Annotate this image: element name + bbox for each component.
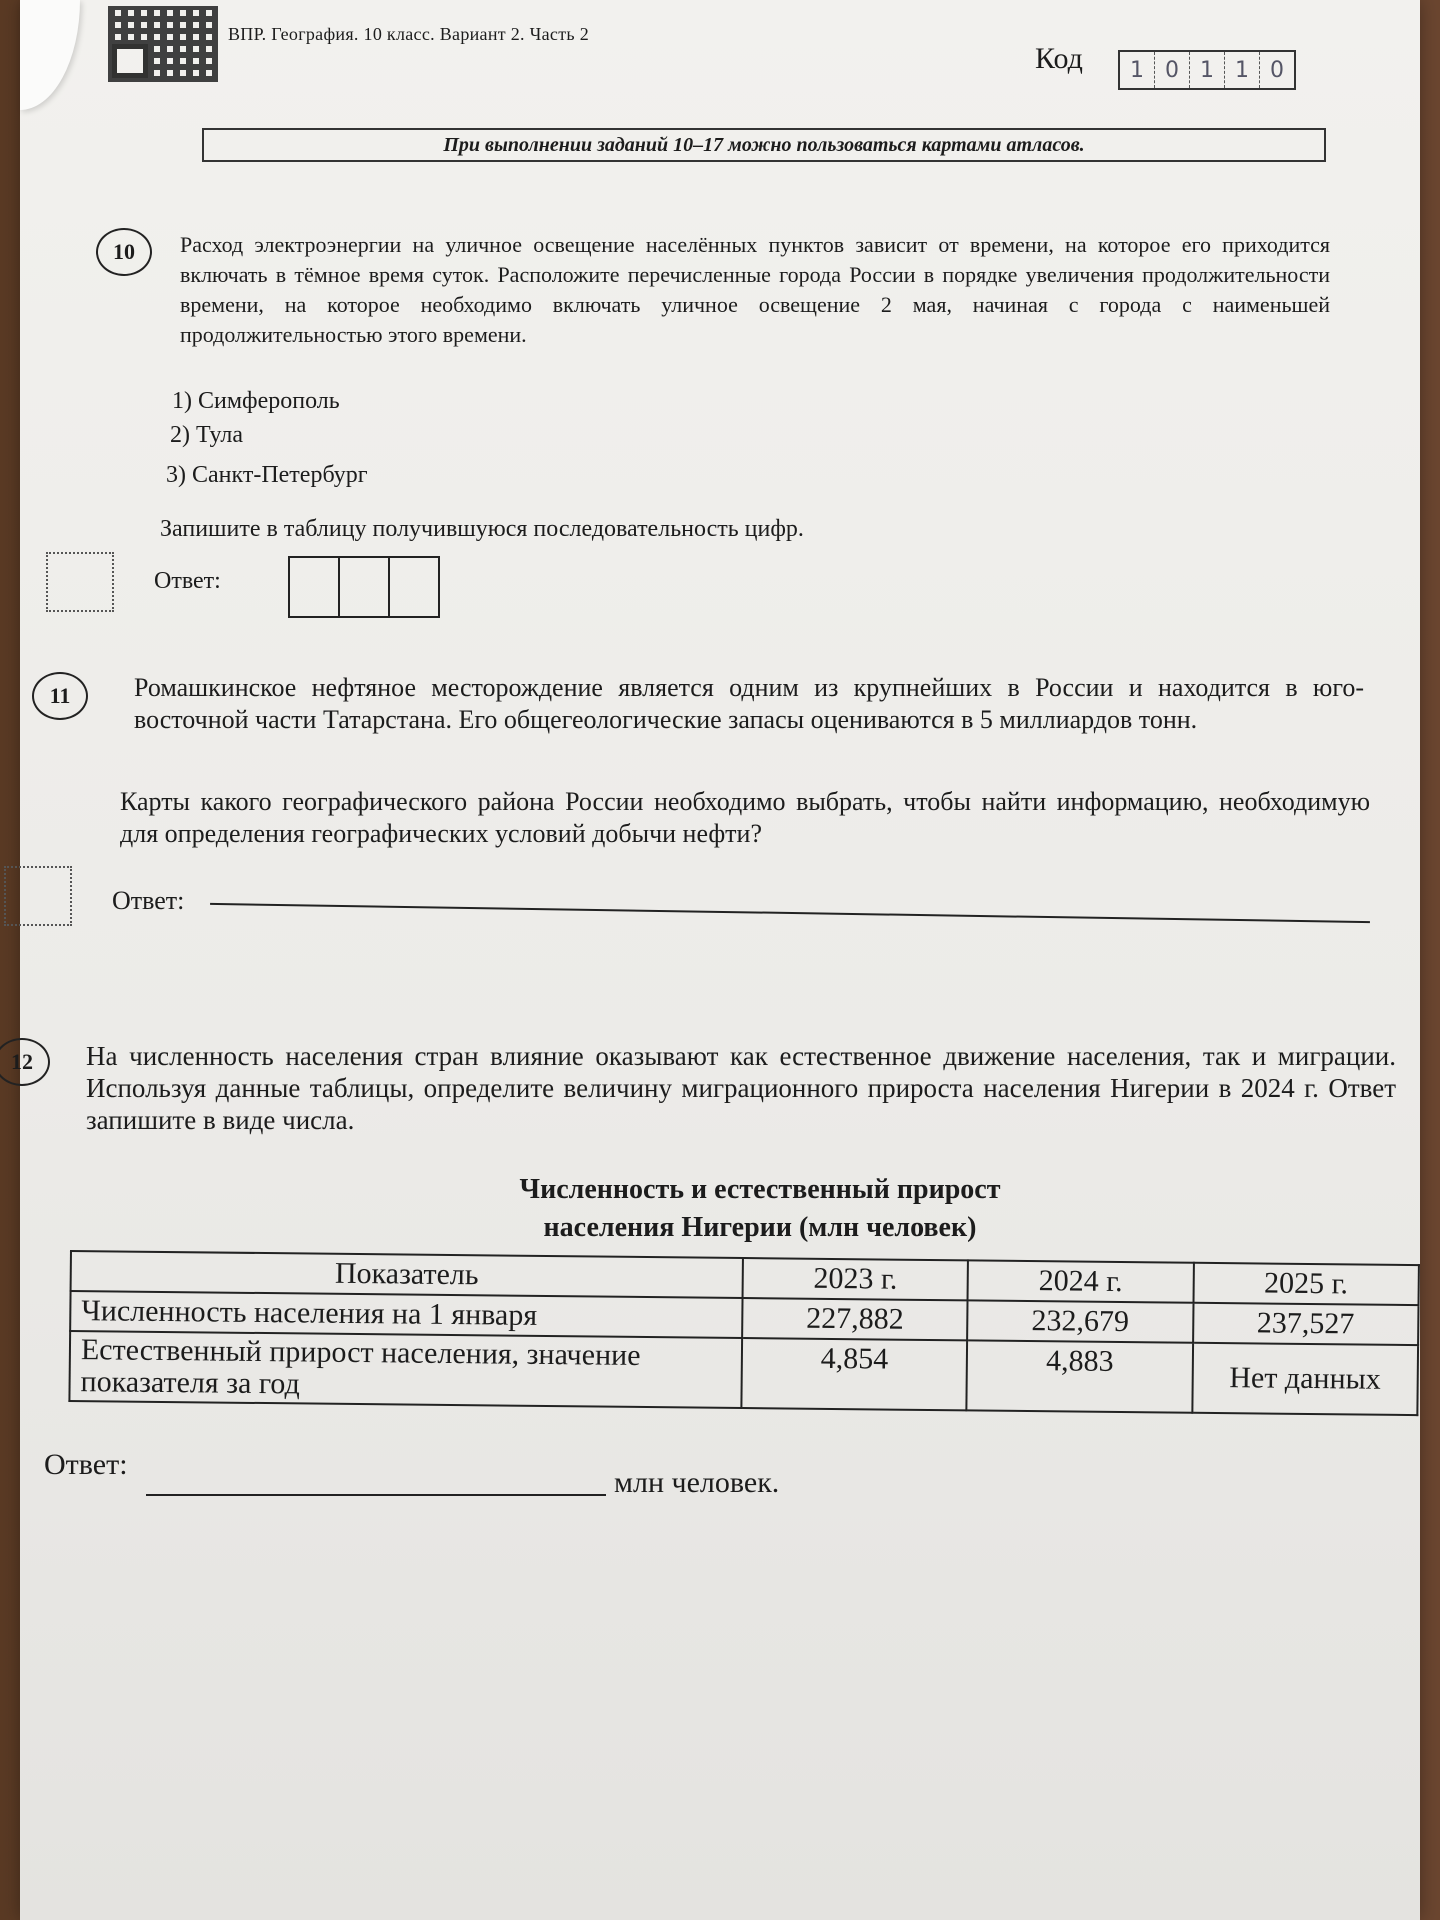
code-digit: 0 (1270, 57, 1284, 83)
table-cell: Численность населения на 1 января (70, 1291, 742, 1338)
code-digit: 1 (1190, 52, 1225, 88)
code-digit: 1 (1120, 52, 1155, 88)
qr-code-icon (108, 6, 218, 82)
exam-page (11, 0, 1420, 1920)
task-12-answer-label: Ответ: (44, 1448, 128, 1481)
task-11-question: Карты какого географического района России необходимо выбрать, чтобы найти информацию, необходимую для определения географических условий добычи нефти? (120, 787, 1370, 848)
task-10-option-1: 1) Симферополь (172, 388, 340, 414)
table-title-line-2: населения Нигерии (млн человек) (543, 1212, 977, 1243)
table-cell: Естественный прирост населения, значение показателя за год (69, 1331, 742, 1408)
answer-cell[interactable] (340, 558, 390, 616)
answer-cell[interactable] (290, 558, 340, 616)
task-12-number: 12 (0, 1038, 50, 1086)
task-11-answer-line[interactable] (210, 903, 1370, 923)
page-corner-curl (20, 0, 80, 110)
task-11-number: 11 (32, 672, 88, 720)
task-10-number: 10 (96, 228, 152, 276)
task-11-answer-label: Ответ: (112, 886, 185, 915)
task-10-answer-label: Ответ: (154, 568, 221, 594)
table-header-cell: 2023 г. (743, 1258, 969, 1300)
code-digit: 1 (1225, 52, 1260, 88)
table-header-cell: Показатель (71, 1251, 743, 1298)
task-10-instruction: Запишите в таблицу получившуюся последовательность цифр. (160, 516, 804, 542)
table-row (69, 1331, 1418, 1415)
task-11-score-box (4, 866, 72, 926)
task-10-option-2: 2) Тула (170, 422, 244, 448)
task-10-option-3: 3) Санкт-Петербург (166, 462, 368, 488)
code-boxes (1118, 50, 1296, 90)
table-cell: Нет данных (1192, 1343, 1418, 1415)
population-table (68, 1250, 1420, 1416)
table-title-line-1: Численность и естественный прирост (519, 1174, 1001, 1205)
table-header-cell: 2025 г. (1193, 1263, 1419, 1305)
task-12-answer-line[interactable] (146, 1494, 606, 1496)
table-cell: 237,527 (1193, 1303, 1419, 1345)
task-12-text: На численность населения стран влияние оказывают как естественное движение населения, так и миграции. Используя данные таблицы, определите величину миграционного прироста населения Нигерии в 2024 г. Ответ запишите в виде числа. (86, 1041, 1396, 1135)
table-cell: 4,854 (741, 1338, 967, 1410)
table-header-cell: 2024 г. (968, 1260, 1194, 1302)
atlas-banner: При выполнении заданий 10–17 можно пользоваться картами атласов. (202, 128, 1326, 162)
task-10-answer-cells[interactable] (288, 556, 440, 618)
code-digit: 0 (1155, 52, 1190, 88)
table-cell: 232,679 (967, 1300, 1193, 1342)
task-12-unit: млн человек. (614, 1466, 780, 1499)
code-label: Код (1035, 42, 1083, 75)
task-10-score-box (46, 552, 114, 612)
table-cell: 4,883 (967, 1340, 1193, 1412)
answer-cell[interactable] (390, 558, 438, 616)
task-11-text: Ромашкинское нефтяное месторождение является одним из крупнейших в России и находится в юго-восточной части Татарстана. Его общегеологические запасы оцениваются в 5 миллиардов тонн. (134, 673, 1364, 734)
table-cell: 227,882 (742, 1298, 968, 1340)
task-10-text: Расход электроэнергии на уличное освещение населённых пунктов зависит от времени, на которое его приходится включать в тёмное время суток. Расположите перечисленные города России в порядке увеличения продолжительности времени, на которое необходимо включать уличное освещение 2 мая, начиная с города с наименьшей продолжительностью этого времени. (180, 232, 1330, 347)
header-title: ВПР. География. 10 класс. Вариант 2. Часть 2 (228, 24, 590, 44)
